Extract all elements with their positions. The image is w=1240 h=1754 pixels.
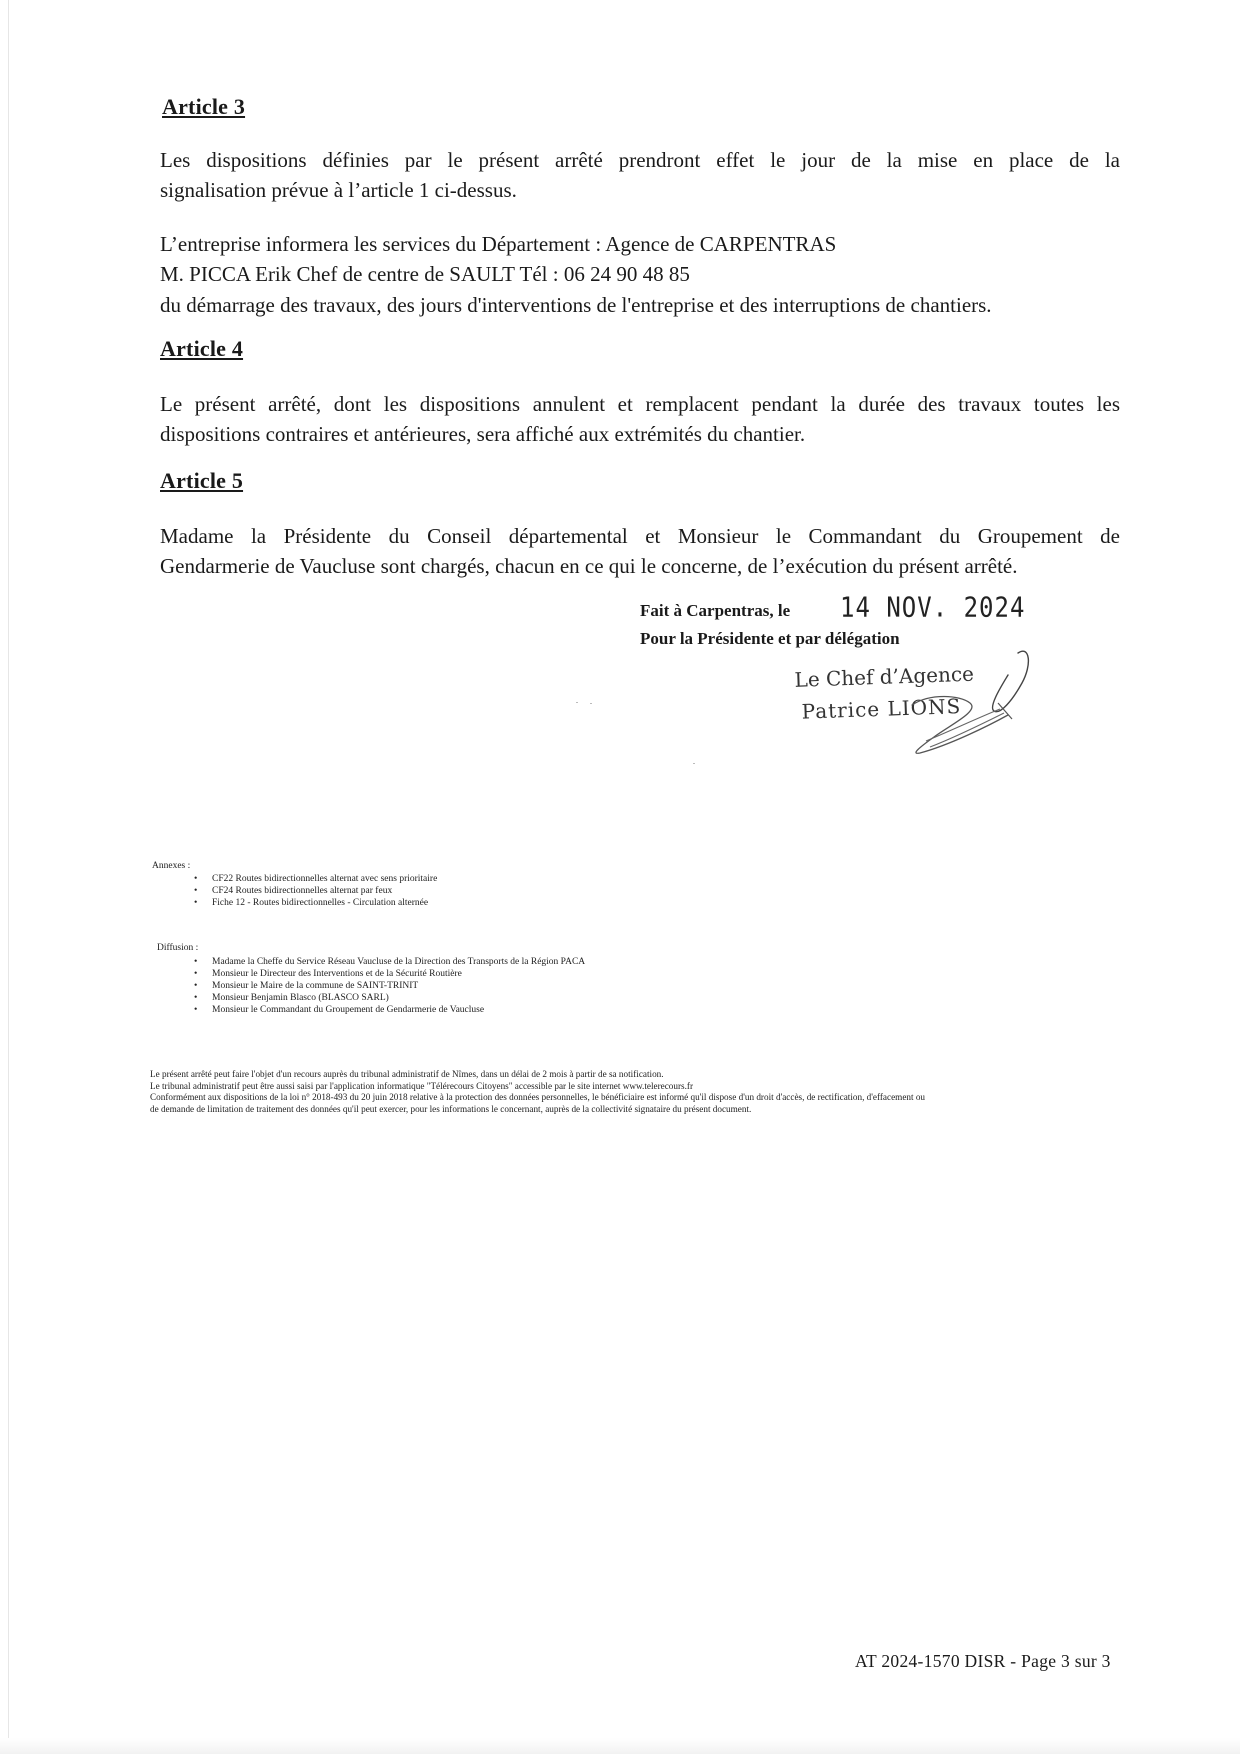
article-5-line-2: Gendarmerie de Vaucluse sont chargés, chacun en ce qui le concerne, de l’exécution du présent arrêté. bbox=[160, 554, 1018, 578]
stamp-title: Le Chef d’Agence bbox=[794, 661, 975, 692]
article-5-heading: Article 5 bbox=[160, 468, 244, 493]
list-item: • CF22 Routes bidirectionnelles alternat avec sens prioritaire bbox=[194, 873, 437, 885]
list-item: • Monsieur le Directeur des Interventions et de la Sécurité Routière bbox=[194, 968, 585, 980]
legal-line: Le tribunal administratif peut être aussi saisi par l'application informatique "Télérecours Citoyens" accessible par le site internet www.telerecours.fr bbox=[150, 1080, 694, 1091]
contact-line-3: du démarrage des travaux, des jours d'interventions de l'entreprise et des interruptions de chantiers. bbox=[160, 293, 992, 317]
annexes-list bbox=[194, 873, 437, 909]
page-footer: AT 2024-1570 DISR - Page 3 sur 3 bbox=[855, 1651, 1111, 1671]
article-3-line-2: signalisation prévue à l’article 1 ci-dessus. bbox=[160, 178, 517, 202]
legal-line: Le présent arrêté peut faire l'objet d'un recours auprès du tribunal administratif de Nîmes, dans un délai de 2 mois à partir de sa notification. bbox=[150, 1069, 664, 1079]
contact-line-1: L’entreprise informera les services du Département : Agence de CARPENTRAS bbox=[160, 232, 837, 256]
handwritten-signature bbox=[890, 645, 1050, 760]
list-item: • Monsieur le Commandant du Groupement de Gendarmerie de Vaucluse bbox=[194, 1004, 585, 1016]
scan-speck bbox=[590, 703, 592, 704]
list-item: • Fiche 12 - Routes bidirectionnelles - Circulation alternée bbox=[194, 897, 437, 909]
article-4-line-1: Le présent arrêté, dont les dispositions annulent et remplacent pendant la durée des travaux toutes les bbox=[160, 392, 1120, 416]
article-5-paragraph bbox=[160, 521, 1120, 581]
annexes-label: Annexes : bbox=[152, 861, 191, 871]
article-4-paragraph bbox=[160, 389, 1120, 449]
legal-line: Conformément aux dispositions de la loi n° 2018-493 du 20 juin 2018 relative à la protection des données personnelles, le bénéficiaire est informé qu'il dispose d'un droit d'accès, de rectification, d'effacement ou bbox=[150, 1092, 926, 1102]
article-4-line-2: dispositions contraires et antérieures, sera affiché aux extrémités du chantier. bbox=[160, 422, 806, 446]
diffusion-label: Diffusion : bbox=[157, 943, 199, 953]
scan-edge-line bbox=[8, 0, 9, 1754]
list-item: • Monsieur le Maire de la commune de SAINT-TRINIT bbox=[194, 980, 585, 992]
list-item: • CF24 Routes bidirectionnelles alternat par feux bbox=[194, 885, 437, 897]
article-4-heading: Article 4 bbox=[160, 336, 244, 361]
diffusion-list bbox=[194, 956, 585, 1016]
legal-line: de demande de limitation de traitement des données qu'il peut exercer, pour les informations le concernant, auprès de la collectivité signataire du présent document. bbox=[150, 1103, 752, 1114]
scan-bottom-edge bbox=[0, 1738, 1240, 1754]
list-item: • Monsieur Benjamin Blasco (BLASCO SARL) bbox=[194, 992, 585, 1004]
article-3-line-1: Les dispositions définies par le présent arrêté prendront effet le jour de la mise en place de la bbox=[160, 148, 1120, 172]
scan-speck bbox=[693, 763, 695, 764]
article-3-paragraph bbox=[160, 145, 1120, 205]
contact-line-2: M. PICCA Erik Chef de centre de SAULT Tél : 06 24 90 48 85 bbox=[160, 262, 690, 286]
stamp-name: Patrice LIONS bbox=[801, 694, 962, 724]
article-3-heading: Article 3 bbox=[162, 94, 246, 119]
signature-delegation: Pour la Présidente et par délégation bbox=[640, 629, 900, 648]
scan-speck bbox=[576, 702, 578, 703]
signature-place: Fait à Carpentras, le bbox=[640, 601, 791, 620]
article-5-line-1: Madame la Présidente du Conseil départemental et Monsieur le Commandant du Groupement de bbox=[160, 524, 1120, 548]
signature-date-stamp: 14 NOV. 2024 bbox=[840, 591, 1026, 624]
list-item: • Madame la Cheffe du Service Réseau Vaucluse de la Direction des Transports de la Région PACA bbox=[194, 956, 585, 968]
legal-notice bbox=[150, 1069, 1120, 1115]
